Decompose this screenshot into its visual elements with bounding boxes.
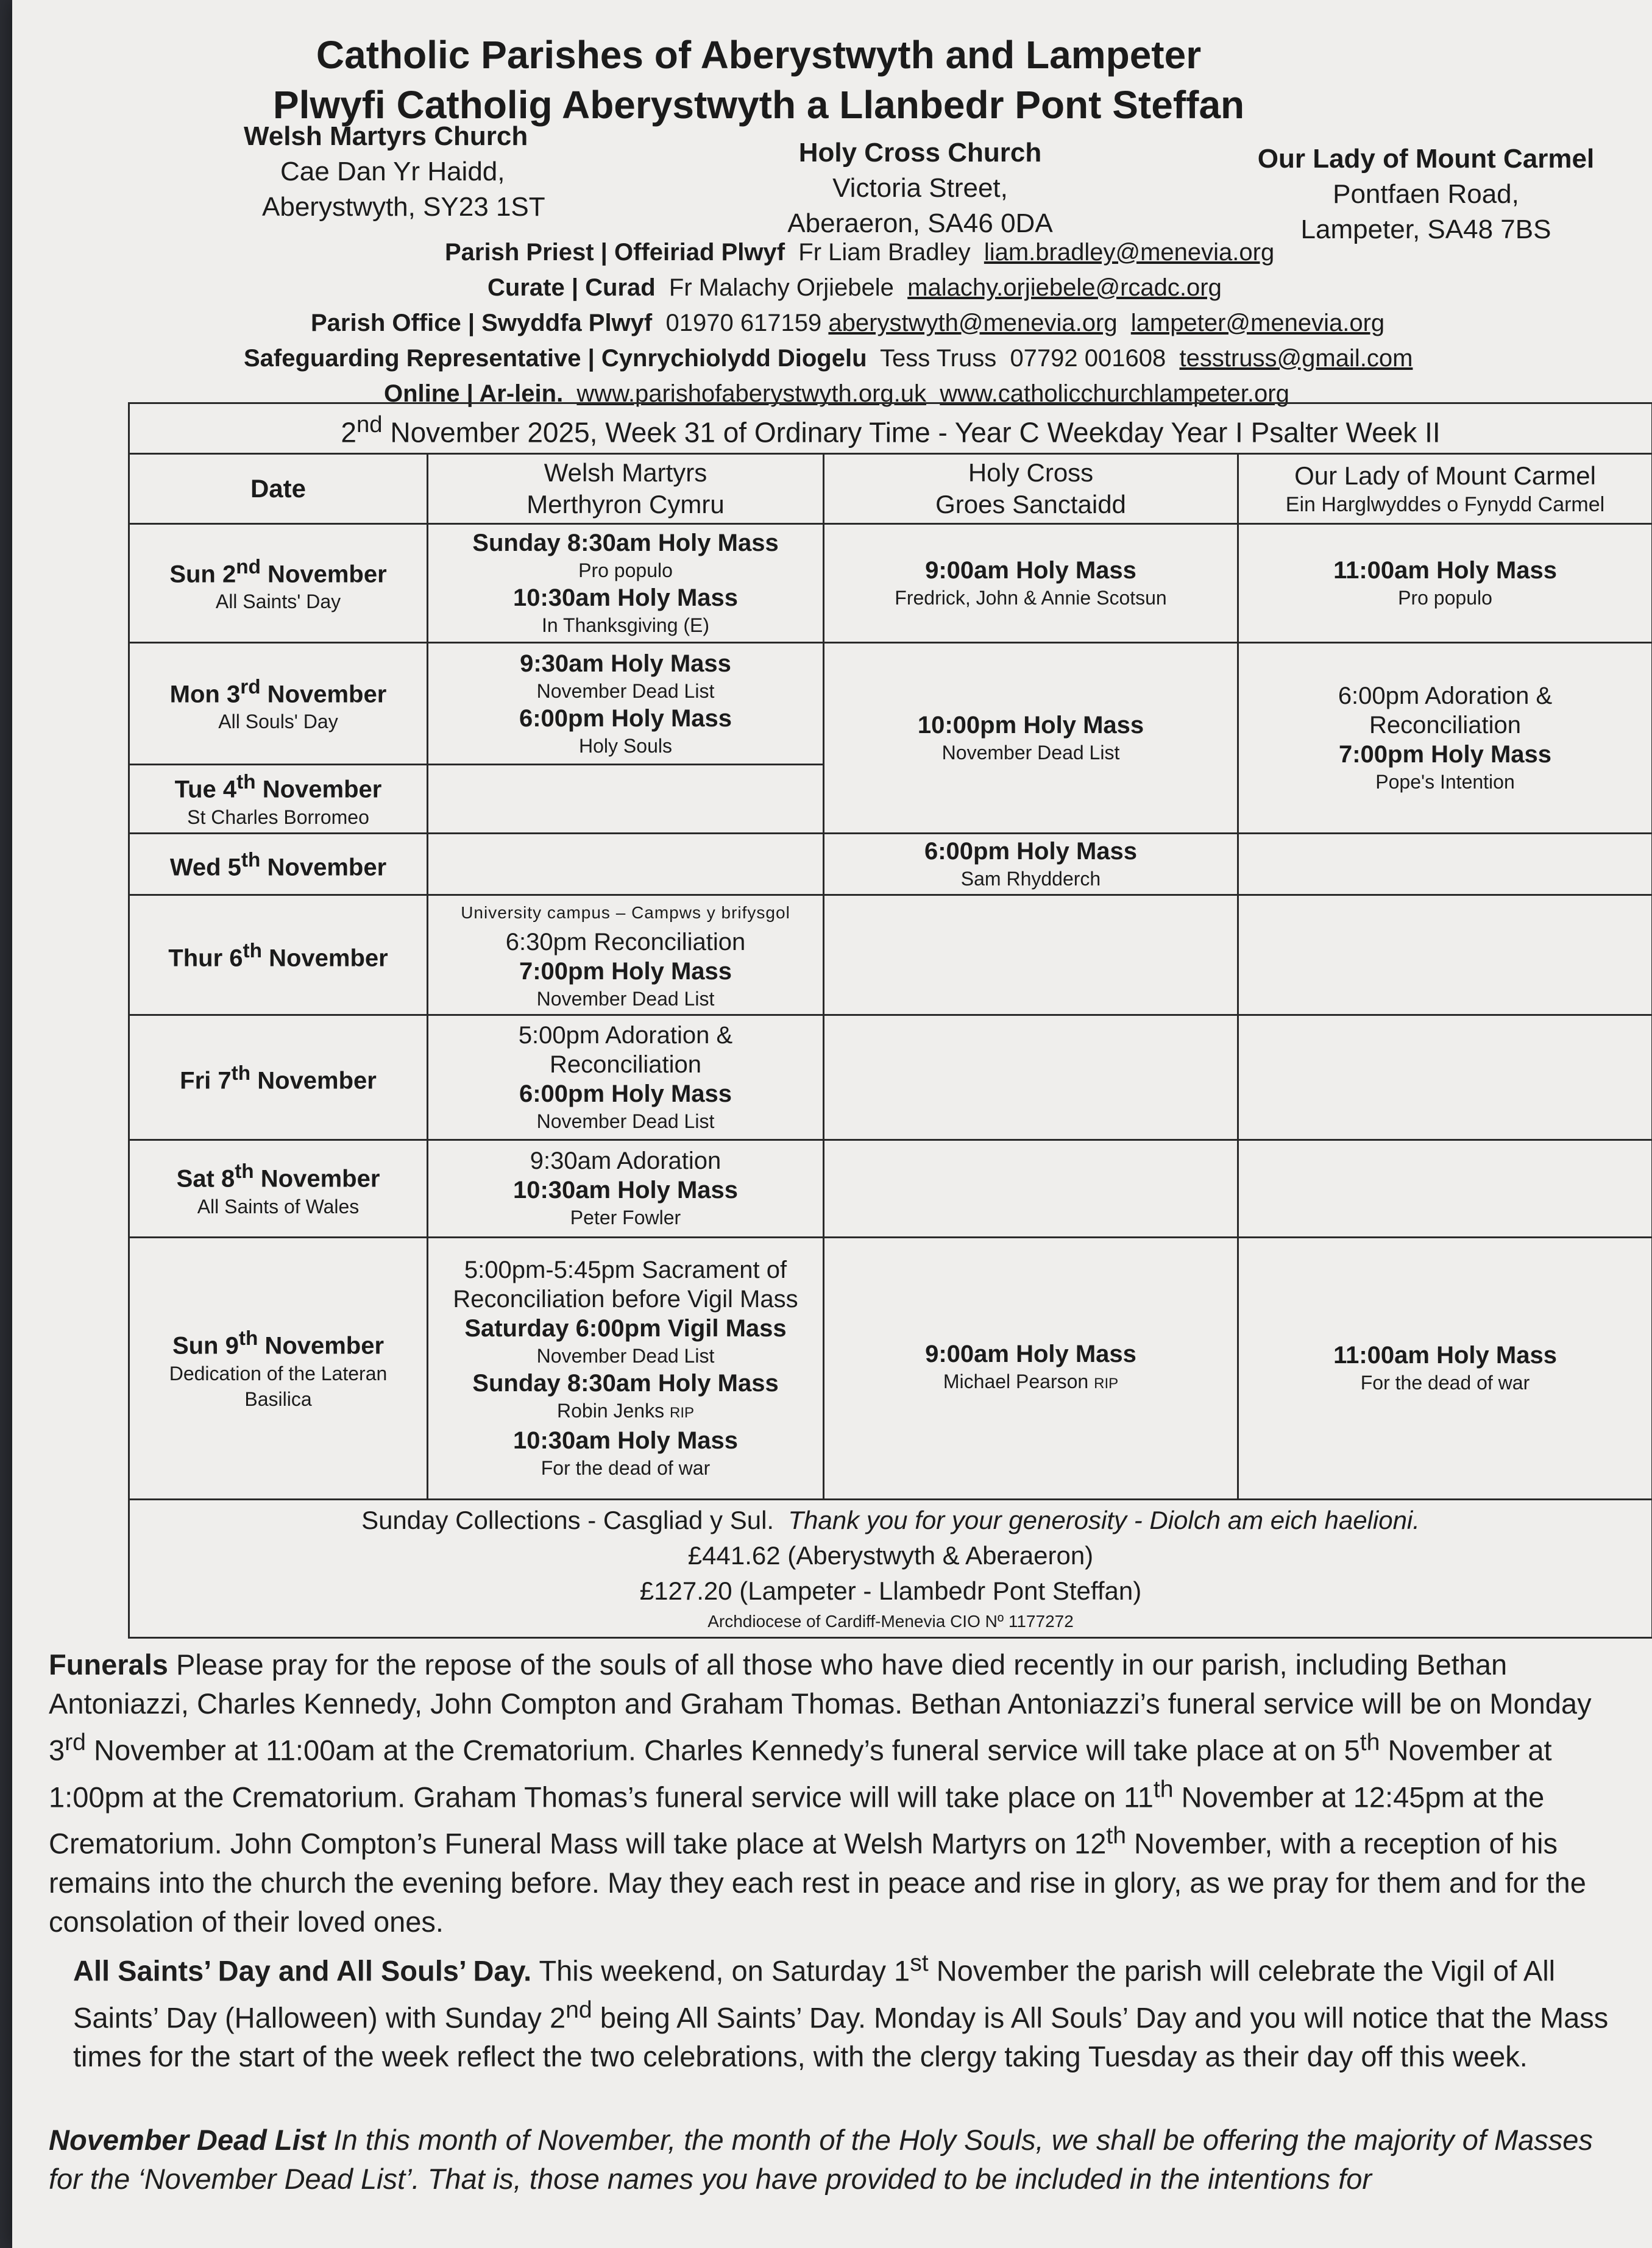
funerals-title: Funerals — [49, 1648, 168, 1681]
col-our-lady — [1238, 454, 1652, 524]
collection-amount: £127.20 (Lampeter - Llambedr Pont Steffan) — [639, 1576, 1142, 1605]
week-header — [129, 403, 1652, 454]
our-lady-cell — [1238, 1015, 1652, 1140]
date-label: Wed 5th November — [169, 848, 387, 881]
col-holy-cross — [824, 454, 1238, 524]
online-label: Online | Ar-lein. — [384, 380, 564, 407]
feast-label: All Saints of Wales — [197, 1195, 360, 1218]
date-cell — [129, 643, 428, 765]
charity-number: Archdiocese of Cardiff-Menevia CIO Nº 1177272 — [707, 1611, 1074, 1631]
date-label: Fri 7th November — [180, 1062, 377, 1094]
mass-intention: For the dead of war — [541, 1457, 711, 1480]
dead-list-title: November Dead List — [49, 2124, 326, 2156]
mass-time: Sunday 8:30am Holy Mass — [472, 530, 779, 557]
service-time: 9:30am Adoration — [530, 1147, 721, 1175]
office-email-link-2[interactable]: lampeter@menevia.org — [1130, 310, 1385, 336]
week-day-sup: nd — [356, 411, 383, 438]
church-address-line: Aberystwyth, SY23 1ST — [262, 192, 545, 222]
date-label: Mon 3rd November — [169, 676, 387, 708]
col-date: Date — [129, 454, 428, 524]
mass-intention: November Dead List — [536, 1110, 715, 1132]
all-saints-title: All Saints’ Day and All Souls’ Day. — [73, 1954, 532, 1987]
header — [12, 30, 1505, 130]
location-note: University campus – Campws y brifysgol — [461, 902, 790, 922]
church-address-line: Lampeter, SA48 7BS — [1300, 215, 1551, 244]
schedule-row-wed5 — [129, 833, 1652, 895]
week-description: November 2025, Week 31 of Ordinary Time - Year C Weekday Year I Psalter Week II — [390, 416, 1441, 449]
feast-label: All Souls' Day — [218, 711, 338, 733]
office-phone: 01970 617159 — [665, 310, 822, 336]
col-label: Holy Cross — [968, 458, 1094, 488]
mass-intention: November Dead List — [941, 741, 1120, 764]
welsh-martyrs-cell — [428, 1237, 824, 1499]
date-label: Sun 9th November — [172, 1327, 385, 1360]
curate-name: Fr Malachy Orjiebele — [668, 274, 894, 301]
mass-intention: Pro populo — [578, 559, 673, 582]
schedule-row-fri7 — [129, 1015, 1652, 1140]
our-lady-cell — [1238, 833, 1652, 895]
contact-block — [244, 235, 1413, 411]
service-name: Reconciliation — [549, 1051, 702, 1078]
our-lady-cell — [1238, 524, 1652, 643]
church-name: Welsh Martyrs Church — [244, 121, 528, 151]
schedule-row-sat8 — [129, 1140, 1652, 1237]
title-welsh: Plwyfi Catholig Aberystwyth a Llanbedr Pont Steffan — [272, 83, 1245, 127]
mass-intention: Pope's Intention — [1375, 770, 1515, 793]
mass-time: 6:00pm Holy Mass — [924, 837, 1138, 865]
mass-intention: Peter Fowler — [570, 1207, 681, 1229]
mass-intention: Holy Souls — [579, 734, 672, 757]
mass-time: Sunday 8:30am Holy Mass — [472, 1370, 779, 1397]
feast-label: All Saints' Day — [215, 590, 341, 612]
our-lady-cell — [1238, 1237, 1652, 1499]
mass-time: 10:30am Holy Mass — [512, 584, 739, 612]
church-name: Our Lady of Mount Carmel — [1257, 144, 1595, 174]
holy-cross-cell — [824, 895, 1238, 1015]
mass-time: 7:00pm Holy Mass — [519, 957, 732, 985]
contact-priest — [244, 235, 1413, 270]
mass-intention: November Dead List — [536, 1345, 715, 1367]
date-cell — [129, 1015, 428, 1140]
date-label: Tue 4th November — [174, 771, 382, 803]
service-time: 5:00pm-5:45pm Sacrament of — [464, 1257, 787, 1284]
curate-label: Curate | Curad — [487, 274, 656, 301]
mass-time: 6:00pm Holy Mass — [519, 1080, 732, 1107]
welsh-martyrs-cell — [428, 643, 824, 765]
collections-heading: Sunday Collections - Casgliad y Sul. Thank you for your generosity - Diolch am eich haelioni. — [361, 1505, 1420, 1534]
week-day-number: 2 — [341, 416, 356, 449]
holy-cross-cell — [824, 1237, 1238, 1499]
title-english: Catholic Parishes of Aberystwyth and Lampeter — [316, 33, 1202, 77]
curate-email-link[interactable]: malachy.orjiebele@rcadc.org — [907, 274, 1222, 301]
mass-time: 9:30am Holy Mass — [520, 650, 731, 677]
church-name: Holy Cross Church — [798, 138, 1042, 168]
church-address-line: Cae Dan Yr Haidd, — [280, 157, 505, 186]
mass-intention: Fredrick, John & Annie Scotsun — [895, 587, 1167, 609]
collections-row — [129, 1499, 1652, 1637]
schedule-row-sun9 — [129, 1237, 1652, 1499]
date-label: Thur 6th November — [168, 939, 388, 972]
mass-time: 9:00am Holy Mass — [925, 1341, 1136, 1368]
service-name: Reconciliation — [1369, 711, 1522, 739]
mass-intention: Sam Rhydderch — [960, 867, 1101, 890]
col-label: Welsh Martyrs — [544, 458, 707, 488]
safeguarding-email-link[interactable]: tesstruss@gmail.com — [1179, 345, 1413, 372]
welsh-martyrs-cell — [428, 1140, 824, 1237]
dead-list-notice: November Dead List In this month of November, the month of the Holy Souls, we shall be offering the majority of Masses for the ‘November Dead List’. That is, those names you have provided to be included in the intentions for — [49, 2124, 1593, 2195]
collections-cell — [129, 1499, 1652, 1637]
all-saints-notice: All Saints’ Day and All Souls’ Day. This weekend, on Saturday 1st November the parish will celebrate the Vigil of All Saints’ Day (Halloween) with Sunday 2nd being All Saints’ Day. Monday is All Souls’ Day and you will notice that the Mass times for the start of the week reflect the two celebrations, with the clergy taking Tuesday as their day off this week. — [73, 1950, 1609, 2073]
mass-intention: In Thanksgiving (E) — [541, 614, 710, 637]
mass-intention: November Dead List — [536, 679, 715, 702]
schedule-row-thu6 — [129, 895, 1652, 1015]
holy-cross-cell — [824, 1015, 1238, 1140]
safeguarding-phone: 07792 001608 — [1010, 345, 1166, 372]
service-time: 6:00pm Adoration & — [1338, 682, 1553, 709]
church-our-lady — [1237, 141, 1615, 247]
date-cell — [129, 895, 428, 1015]
col-label-welsh: Groes Sanctaidd — [935, 490, 1126, 519]
welsh-martyrs-cell — [428, 833, 824, 895]
mass-time: 6:00pm Holy Mass — [519, 704, 732, 732]
newsletter-page — [12, 0, 1652, 2248]
welsh-martyrs-cell — [428, 765, 824, 833]
our-lady-cell — [1238, 895, 1652, 1015]
our-lady-cell — [1238, 1140, 1652, 1237]
collection-amount: £441.62 (Aberystwyth & Aberaeron) — [687, 1541, 1094, 1570]
service-time: 6:30pm Reconciliation — [505, 928, 746, 956]
contact-curate — [244, 270, 1413, 305]
mass-intention: November Dead List — [536, 987, 715, 1010]
date-cell — [129, 1237, 428, 1499]
mass-time: Saturday 6:00pm Vigil Mass — [464, 1315, 787, 1342]
col-label-welsh: Ein Harglwyddes o Fynydd Carmel — [1285, 493, 1605, 517]
mass-intention: Robin Jenks RIP — [557, 1400, 694, 1422]
holy-cross-cell — [824, 1140, 1238, 1237]
date-label: Sat 8th November — [176, 1160, 380, 1193]
mass-intention: Michael Pearson RIP — [943, 1370, 1119, 1393]
holy-cross-cell — [824, 833, 1238, 895]
funerals-notice: Funerals Please pray for the repose of the souls of all those who have died recently in our parish, including Bethan Antoniazzi, Charles Kennedy, John Compton and Graham Thomas. Bethan Antoniazzi’s funeral service will be on Monday 3rd November at 11:00am at the Crematorium. Charles Kennedy’s funeral service will take place at on 5th November at 1:00pm at the Crematorium. Graham Thomas’s funeral service will will take place on 11th November at 12:45pm at the Crematorium. John Compton’s Funeral Mass will take place at Welsh Martyrs on 12th November, with a reception of his remains into the church the evening before. May they each rest in peace and rise in glory, as we pray for them and for the consolation of their loved ones. — [49, 1648, 1592, 1938]
date-label: Sun 2nd November — [169, 555, 387, 587]
mass-time: 10:30am Holy Mass — [512, 1427, 739, 1455]
mass-time: 9:00am Holy Mass — [925, 557, 1136, 584]
mass-time: 11:00am Holy Mass — [1333, 557, 1557, 584]
priest-label: Parish Priest | Offeiriad Plwyf — [445, 239, 785, 266]
date-cell — [129, 1140, 428, 1237]
church-address-line: Pontfaen Road, — [1333, 179, 1519, 209]
contact-office — [244, 305, 1413, 341]
week-header-row — [129, 403, 1652, 454]
priest-name: Fr Liam Bradley — [798, 239, 971, 266]
service-time: 5:00pm Adoration & — [518, 1021, 733, 1049]
mass-intention: For the dead of war — [1360, 1372, 1530, 1394]
column-header-row — [129, 454, 1652, 524]
mass-time: 11:00am Holy Mass — [1333, 1342, 1557, 1369]
safeguarding-name: Tess Truss — [880, 345, 997, 372]
contact-safeguarding — [244, 341, 1413, 376]
holy-cross-cell — [824, 524, 1238, 643]
date-cell — [129, 524, 428, 643]
mass-schedule-table — [128, 402, 1652, 1639]
welsh-martyrs-cell — [428, 1015, 824, 1140]
feast-label: St Charles Borromeo — [187, 806, 369, 828]
our-lady-cell — [1238, 643, 1652, 833]
church-address-line: Victoria Street, — [832, 173, 1008, 203]
mass-intention: Pro populo — [1398, 587, 1492, 609]
church-welsh-martyrs — [244, 119, 545, 225]
schedule-row-mon3 — [129, 643, 1652, 765]
mass-time: 10:30am Holy Mass — [512, 1177, 739, 1204]
website-link-lampeter[interactable]: www.catholicchurchlampeter.org — [940, 380, 1289, 407]
feast-label: Dedication of the Lateran Basilica — [169, 1362, 388, 1410]
welsh-martyrs-cell — [428, 524, 824, 643]
col-label: Our Lady of Mount Carmel — [1294, 461, 1596, 491]
col-welsh-martyrs — [428, 454, 824, 524]
holy-cross-cell — [824, 643, 1238, 833]
church-address-line: Aberaeron, SA46 0DA — [787, 208, 1053, 238]
mass-time: 7:00pm Holy Mass — [1338, 740, 1552, 768]
date-cell — [129, 765, 428, 833]
welsh-martyrs-cell — [428, 895, 824, 1015]
church-holy-cross — [762, 135, 1079, 241]
service-name: Reconciliation before Vigil Mass — [453, 1286, 798, 1313]
mass-time: 10:00pm Holy Mass — [917, 711, 1144, 739]
office-email-link[interactable]: aberystwyth@menevia.org — [828, 310, 1118, 336]
col-label-welsh: Merthyron Cymru — [526, 490, 725, 519]
schedule-row-sun2 — [129, 524, 1652, 643]
date-cell — [129, 833, 428, 895]
website-link-aberystwyth[interactable]: www.parishofaberystwyth.org.uk — [576, 380, 926, 407]
safeguarding-label: Safeguarding Representative | Cynrychiolydd Diogelu — [244, 345, 867, 372]
priest-email-link[interactable]: liam.bradley@menevia.org — [984, 239, 1275, 266]
office-label: Parish Office | Swyddfa Plwyf — [311, 310, 653, 336]
